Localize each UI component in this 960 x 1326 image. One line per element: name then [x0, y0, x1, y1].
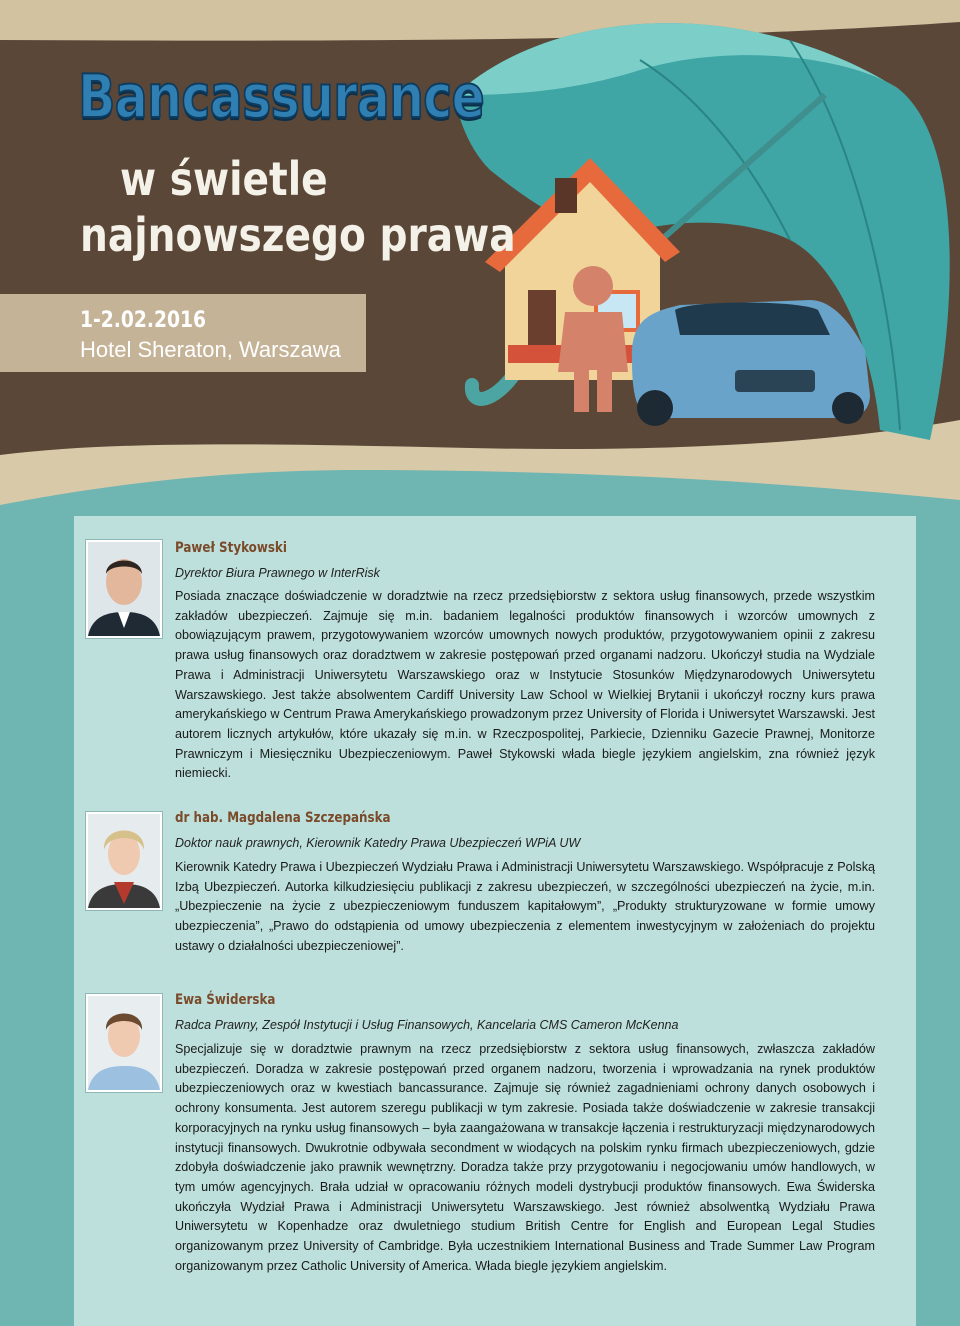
- speaker-photo: [86, 812, 162, 910]
- speaker-bio: Kierownik Katedry Prawa i Ubezpieczeń Wydziału Prawa i Administracji Uniwersytetu Warszawskiego. Współpracuje z Polską Izbą Ubezpieczeń. Autorka kilkudziesięciu publikacji z zakresu ubezpieczeń, w szczególności ubezpieczeń na życie, m.in. „Ubezpieczenie na życie z ubezpieczeniowym funduszem kapitałowym”, „Produkty strukturyzowane w formie umowy ubezpieczenia”, „Prawo do odstąpienia od umowy ubezpieczenia z elementem inwestycyjnym w założeniach do projektu ustawy o działalności ubezpieczeniowej”.: [175, 860, 875, 953]
- speaker-photo: [86, 540, 162, 638]
- speaker-role: Doktor nauk prawnych, Kierownik Katedry Prawa Ubezpieczeń WPiA UW: [175, 836, 581, 850]
- event-date: 1-2.02.2016: [80, 308, 207, 333]
- speaker-bio: Posiada znaczące doświadczenie w doradztwie na rzecz przedsiębiorstw z sektora usług finansowych, przede wszystkim zakładów ubezpieczeń. Zajmuje się m.in. badaniem legalności produktów finansowych i wzorców umownych z obowiązującym prawem, przygotowywaniem wzorców umownych nowych produktów, przygotowywaniem opinii z zakresu prawa usług finansowych oraz doradztwem w zakresie postępowań przed organami nadzoru. Ukończył studia na Wydziale Prawa i Administracji Uniwersytetu Warszawskiego oraz w Instytucie Stosunków Międzynarodowych Uniwersytetu Warszawskiego. Jest także absolwentem Cardiff University Law School w Wielkiej Brytanii i ukończył roczny kurs prawa amerykańskiego w Centrum Prawa Amerykańskiego prowadzonym przez University of Florida i Uniwersytet Warszawski. Jest autorem licznych artykułów, które ukazały się m.in. w Rzeczpospolitej, Parkiecie, Dzienniku Gazecie Prawnej, Monitorze Prawniczym i Miesięczniku Ubezpieczeniowym. Paweł Stykowski włada biegle językiem angielskim, zna również język niemiecki.: [175, 589, 875, 781]
- speaker-photo: [86, 994, 162, 1092]
- speaker-name: Ewa Świderska: [175, 992, 276, 1008]
- event-venue: Hotel Sheraton, Warszawa: [80, 337, 341, 362]
- speaker-name: dr hab. Magdalena Szczepańska: [175, 810, 391, 826]
- speaker-bio: Specjalizuje się w doradztwie prawnym na rzecz przedsiębiorstw z sektora usług finansowych, zwłaszcza zakładów ubezpieczeń. Doradza w zakresie postępowań przed organem nadzoru, tworzenia i wprowadzania na rynek produktów ubezpieczeniowych oraz w kwestiach bancassurance. Zajmuje się również zagadnieniami ochrony danych osobowych i ochrony konsumenta. Jest autorem szeregu publikacji w tym zakresie. Posiada także doświadczenie w zakresie transakcji korporacyjnych na rynku usług finansowych – była zaangażowana w transakcje łączenia i restrukturyzacji międzynarodowych instytucji finansowych. Dwukrotnie odbywała secondment w wiodących na polskim rynku firmach ubezpieczeniowych, gdzie zdobyła doświadczenie jako prawnik wewnętrzny. Doradza także przy przygotowaniu i negocjowaniu umów handlowych, w tym umów agencyjnych. Brała udział w opracowaniu różnych modeli dystrybucji produktów finansowych. Ewa Świderska ukończyła Wydział Prawa i Administracji Uniwersytetu Warszawskiego. Jest również absolwentką Wydziału Prawa Uniwersytetu w Kopenhadze oraz dwuletniego studium British Centre for English and European Legal Studies organizowanym przez University of Cambridge. Była uczestnikiem International Business and Trade Summer Law Program organizowanym przez Catholic University of America. Włada biegle językiem angielskim.: [175, 1042, 875, 1273]
- event-subtitle-line1: w świetle: [120, 152, 328, 206]
- event-title: Bancassurance: [78, 62, 485, 132]
- event-subtitle-line2: najnowszego prawa: [80, 208, 516, 262]
- speaker-role: Dyrektor Biura Prawnego w InterRisk: [175, 566, 380, 580]
- speaker-role: Radca Prawny, Zespół Instytucji i Usług Finansowych, Kancelaria CMS Cameron McKenna: [175, 1018, 679, 1032]
- speaker-name: Paweł Stykowski: [175, 540, 287, 556]
- car-illustration: [632, 300, 870, 426]
